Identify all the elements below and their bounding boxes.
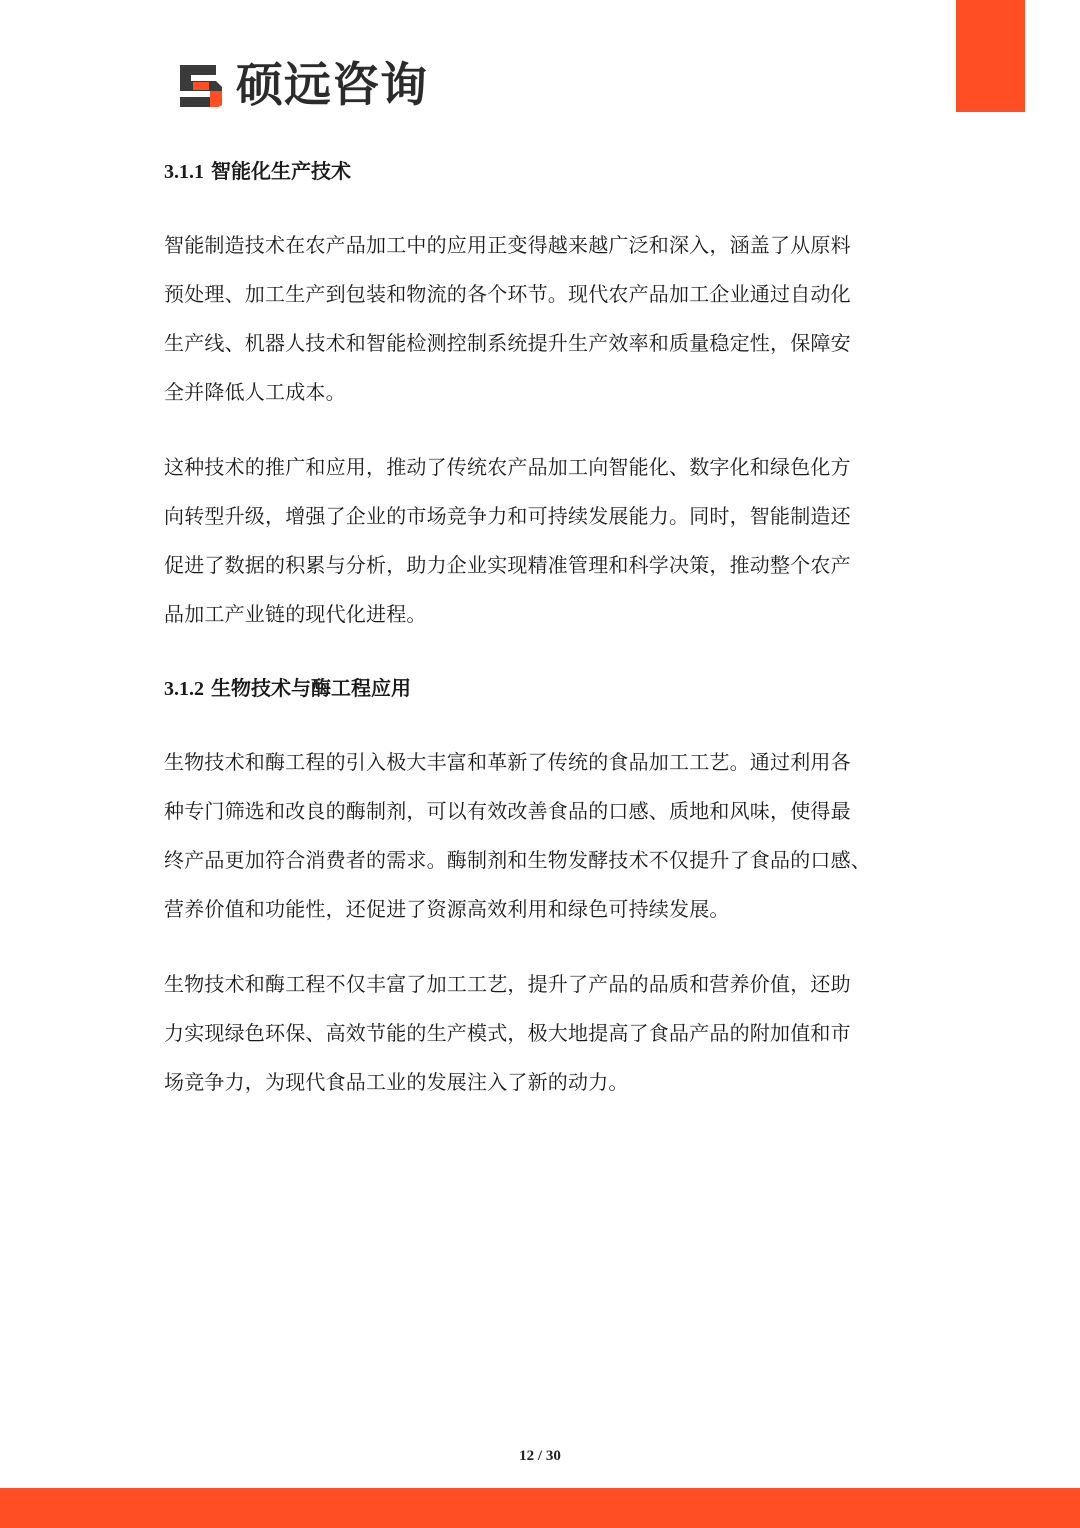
- section-heading-3-1-2: [164, 674, 411, 703]
- paragraph-line: 向转型升级，增强了企业的市场竞争力和可持续发展能力。同时，智能制造还: [164, 504, 851, 528]
- page-number: 12 / 30: [519, 1448, 561, 1464]
- paragraph: [164, 738, 924, 934]
- paragraph-line: 品加工产业链的现代化进程。: [164, 602, 427, 626]
- paragraph-line: 预处理、加工生产到包装和物流的各个环节。现代农产品加工企业通过自动化: [164, 282, 851, 306]
- brand-name: 硕远咨询: [236, 58, 428, 113]
- paragraph-line: 智能制造技术在农产品加工中的应用正变得越来越广泛和深入，涵盖了从原料: [164, 233, 851, 257]
- paragraph: [164, 960, 924, 1107]
- paragraph-line: 这种技术的推广和应用，推动了传统农产品加工向智能化、数字化和绿色化方: [164, 455, 851, 479]
- paragraph: [164, 221, 924, 417]
- paragraph-line: 种专门筛选和改良的酶制剂，可以有效改善食品的口感、质地和风味，使得最: [164, 799, 851, 823]
- section-number: 3.1.2: [164, 678, 204, 700]
- footer-accent-bar: [0, 1488, 1080, 1528]
- section-title: 生物技术与酶工程应用: [210, 676, 411, 700]
- paragraph-line: 终产品更加符合消费者的需求。酶制剂和生物发酵技术不仅提升了食品的口感、: [164, 848, 871, 872]
- section-heading-3-1-1: [164, 157, 351, 186]
- paragraph-line: 生物技术和酶工程不仅丰富了加工工艺，提升了产品的品质和营养价值，还助: [164, 972, 851, 996]
- paragraph: [164, 443, 924, 639]
- s-block-logo-icon: [176, 63, 226, 109]
- paragraph-line: 场竞争力，为现代食品工业的发展注入了新的动力。: [164, 1070, 629, 1094]
- paragraph-line: 促进了数据的积累与分析，助力企业实现精准管理和科学决策，推动整个农产: [164, 553, 851, 577]
- brand-logo: [176, 58, 428, 114]
- paragraph-line: 生物技术和酶工程的引入极大丰富和革新了传统的食品加工工艺。通过利用各: [164, 750, 851, 774]
- paragraph-line: 生产线、机器人技术和智能检测控制系统提升生产效率和质量稳定性，保障安: [164, 331, 851, 355]
- paragraph-line: 力实现绿色环保、高效节能的生产模式，极大地提高了食品产品的附加值和市: [164, 1021, 851, 1045]
- section-number: 3.1.1: [164, 161, 204, 183]
- paragraph-line: 营养价值和功能性，还促进了资源高效利用和绿色可持续发展。: [164, 897, 730, 921]
- paragraph-line: 全并降低人工成本。: [164, 380, 346, 404]
- corner-accent-tab: [956, 0, 1025, 112]
- section-title: 智能化生产技术: [210, 159, 351, 183]
